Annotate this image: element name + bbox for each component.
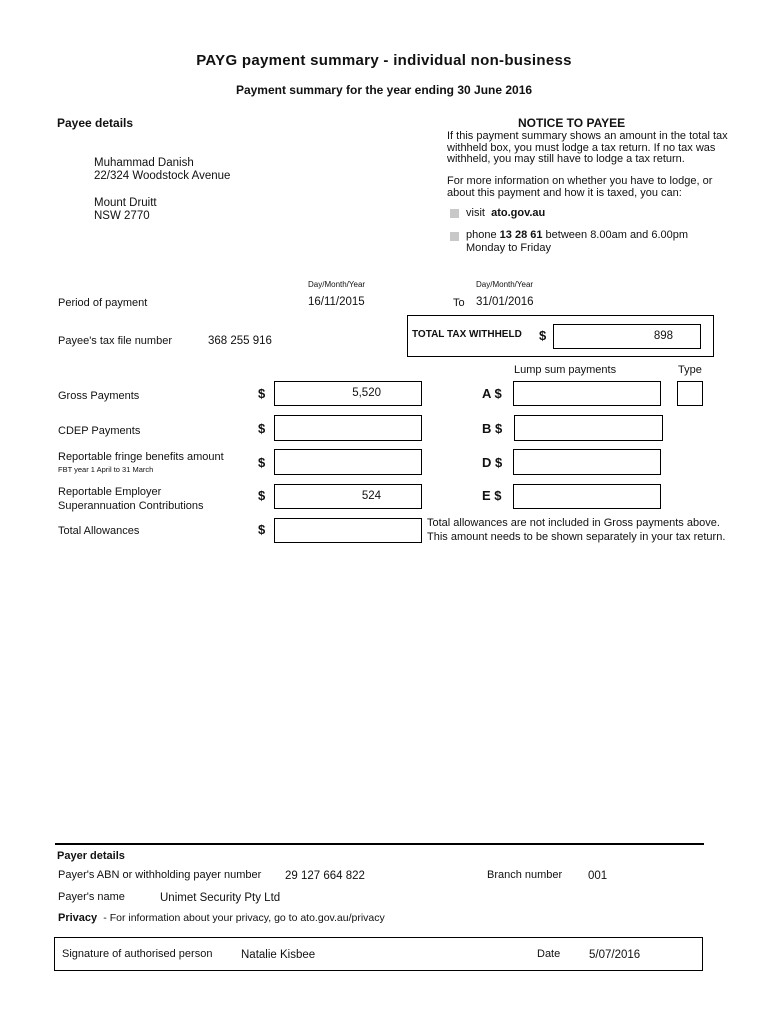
privacy-label: Privacy: [58, 912, 98, 924]
phone-prefix: phone: [466, 229, 497, 241]
notice-paragraph-2: For more information on whether you have to lodge, or about this payment and how it is taxed, you can:: [447, 175, 713, 199]
fringe-benefits-note: FBT year 1 April to 31 March: [58, 465, 154, 474]
payer-section-divider: [55, 843, 704, 845]
lump-sum-type-field[interactable]: [677, 381, 703, 406]
lump-sum-type-header: Type: [678, 364, 702, 376]
fringe-currency: $: [258, 455, 266, 470]
allowances-currency: $: [258, 522, 266, 537]
cdep-payments-label: CDEP Payments: [58, 425, 141, 437]
super-contributions-field[interactable]: [274, 484, 422, 509]
ato-website[interactable]: ato.gov.au: [491, 207, 546, 219]
lump-sum-a-label: A $: [482, 386, 502, 401]
allowances-note-line2: This amount needs to be shown separately in your tax return.: [427, 531, 726, 543]
payer-name-value: Unimet Security Pty Ltd: [160, 892, 281, 904]
tfn-label: Payee's tax file number: [58, 335, 172, 347]
payee-state-postcode: NSW 2770: [94, 210, 150, 222]
period-label: Period of payment: [58, 297, 148, 309]
period-to-label: To: [453, 297, 465, 309]
total-allowances-field[interactable]: [274, 518, 422, 543]
lump-sum-e-field[interactable]: [513, 484, 661, 509]
fringe-benefits-label: Reportable fringe benefits amount: [58, 451, 224, 463]
ato-phone-number: 13 28 61: [499, 229, 543, 241]
signature-label: Signature of authorised person: [62, 948, 213, 960]
to-date-format-hint: Day/Month/Year: [476, 280, 534, 289]
super-label-line1: Reportable Employer: [58, 486, 162, 498]
payer-abn-label: Payer's ABN or withholding payer number: [58, 869, 262, 881]
payee-address-line1: 22/324 Woodstock Avenue: [94, 170, 231, 182]
lump-sum-e-label: E $: [482, 488, 502, 503]
privacy-line: [58, 912, 385, 924]
signatory-name: Natalie Kisbee: [241, 949, 316, 961]
cdep-payments-field[interactable]: [274, 415, 422, 441]
privacy-text: - For information about your privacy, go to ato.gov.au/privacy: [103, 912, 385, 924]
fringe-benefits-field[interactable]: [274, 449, 422, 475]
signature-date-value: 5/07/2016: [589, 949, 641, 961]
from-date-format-hint: Day/Month/Year: [308, 280, 366, 289]
total-tax-withheld-value: 898: [653, 330, 673, 342]
tfn-value: 368 255 916: [208, 335, 272, 347]
document-subtitle: Payment summary for the year ending 30 June 2016: [235, 83, 533, 97]
bullet-square-icon: [450, 232, 459, 241]
total-tax-withheld-label: TOTAL TAX WITHHELD: [412, 329, 522, 340]
lump-sum-d-field[interactable]: [513, 449, 661, 475]
branch-number-label: Branch number: [487, 869, 563, 881]
payer-name-label: Payer's name: [58, 891, 125, 903]
branch-number-value: 001: [588, 870, 608, 882]
payer-details-heading: Payer details: [57, 850, 125, 862]
period-to-date: 31/01/2016: [476, 296, 534, 308]
gross-payments-label: Gross Payments: [58, 390, 140, 402]
total-allowances-label: Total Allowances: [58, 525, 140, 537]
allowances-note-line1: Total allowances are not included in Gross payments above.: [427, 517, 720, 529]
tax-withheld-currency: $: [539, 328, 547, 343]
lump-sum-b-field[interactable]: [514, 415, 663, 441]
cdep-currency: $: [258, 421, 266, 436]
lump-sum-a-field[interactable]: [513, 381, 661, 406]
lump-sum-header: Lump sum payments: [514, 364, 617, 376]
gross-currency: $: [258, 386, 266, 401]
lump-sum-b-label: B $: [482, 421, 503, 436]
document-title: PAYG payment summary - individual non-business: [196, 52, 572, 69]
gross-payments-field[interactable]: [274, 381, 422, 406]
payer-abn-value: 29 127 664 822: [285, 870, 365, 882]
total-tax-withheld-field[interactable]: [553, 324, 701, 349]
notice-visit-line: [466, 207, 545, 219]
notice-title: NOTICE TO PAYEE: [518, 116, 626, 130]
bullet-square-icon: [450, 209, 459, 218]
super-currency: $: [258, 488, 266, 503]
period-from-date: 16/11/2015: [308, 296, 365, 308]
payee-name: Muhammad Danish: [94, 157, 194, 169]
super-contributions-value: 524: [361, 490, 381, 502]
signature-date-label: Date: [537, 948, 561, 960]
phone-hours: between 8.00am and 6.00pm: [545, 229, 689, 241]
gross-payments-value: 5,520: [352, 387, 381, 399]
phone-days: Monday to Friday: [466, 242, 551, 254]
notice-phone-line: [466, 229, 688, 241]
notice-paragraph-1: If this payment summary shows an amount in the total tax withheld box, you must lodge a tax return. If no tax was withheld, you may still have to lodge a tax return.: [447, 130, 728, 165]
payee-details-heading: Payee details: [57, 116, 134, 130]
super-label-line2: Superannuation Contributions: [58, 500, 204, 512]
visit-prefix: visit: [466, 207, 485, 219]
payee-suburb: Mount Druitt: [94, 197, 157, 209]
signature-panel: [54, 937, 703, 971]
lump-sum-d-label: D $: [482, 455, 503, 470]
